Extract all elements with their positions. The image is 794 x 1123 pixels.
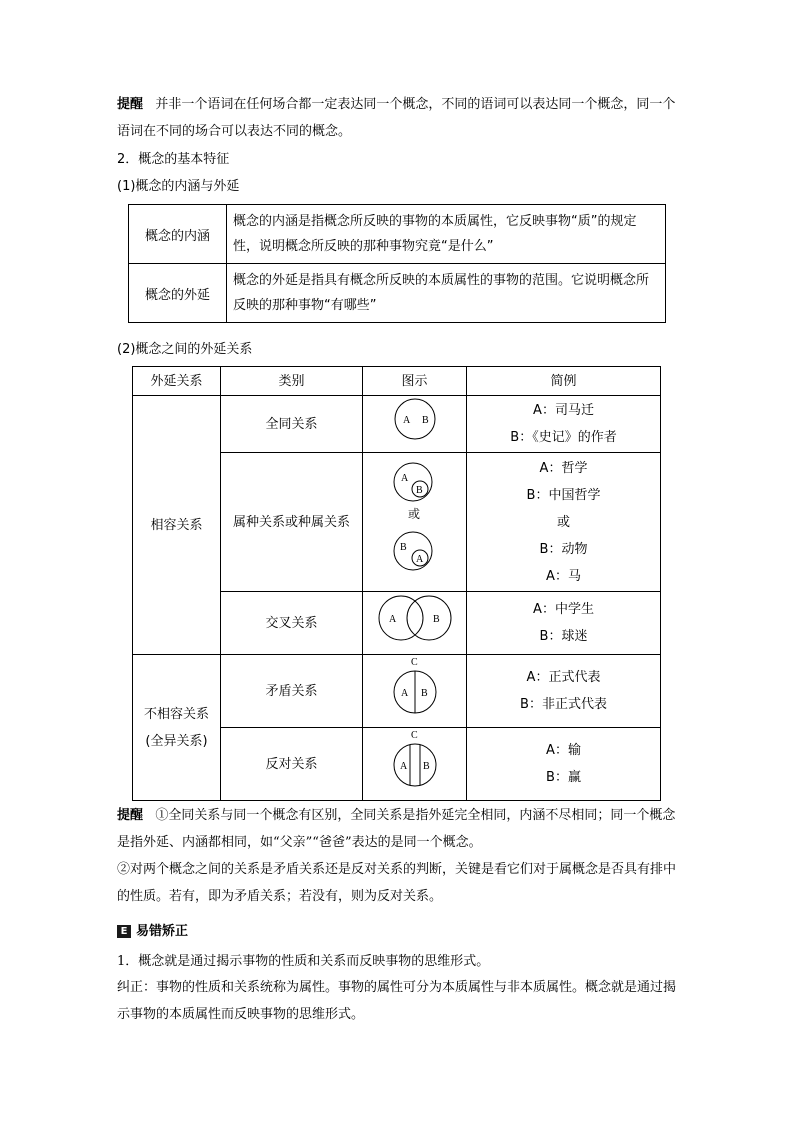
label-a: A [402,415,410,426]
category-cell: 反对关系 [221,728,363,801]
label-a: A [388,614,396,625]
extension-relations-table [132,366,661,801]
correction [117,974,677,1028]
example-line: A：输 [546,743,581,758]
note-2-p1: ①全同关系与同一个概念有区别，全同关系是指外延完全相同，内涵不尽相同；同一个概念是指外延、内涵都相同，如“父亲”“爸爸”表达的是同一个概念。 [117,808,676,850]
example-cell [467,453,661,592]
section-2-heading: 2．概念的基本特征 [117,152,230,167]
note-1-label: 提醒 [117,97,144,112]
group-incompatible [133,655,221,801]
circle-a [379,596,423,640]
circle-b [407,596,451,640]
circle-ab [395,399,435,439]
note-2 [117,802,677,856]
contrariety-diagram [390,728,440,790]
category-cell: 矛盾关系 [221,655,363,728]
example-line: B：非正式代表 [520,697,607,712]
note-1 [117,91,677,145]
label-b: B [421,415,429,426]
or-label: 或 [407,507,420,521]
example-cell [467,728,661,801]
label-b: B [415,485,423,496]
example-cell [467,396,661,453]
header-cell: 类别 [221,367,363,396]
label-b: B [420,688,428,699]
label-a: A [400,473,408,484]
example-line: B：赢 [546,770,581,785]
intension-extension-table [128,204,666,323]
label-b: B [432,614,440,625]
diagram-intersection [363,592,467,655]
error-section-title: 易错矫正 [136,924,189,939]
contradiction-diagram [390,655,440,717]
correction-label: 纠正： [117,980,157,995]
label-b: B [399,542,407,553]
example-cell [467,655,661,728]
table-row [129,264,666,323]
example-line: A：马 [546,568,581,584]
correction-text: 事物的性质和关系统称为属性。事物的属性可分为本质属性与非本质属性。概念就是通过揭示事物的本质属性而反映事物的思维形式。 [117,980,677,1022]
table-row [133,396,661,453]
label-c: C [410,657,418,668]
intersection-diagram [373,592,457,644]
term-cell: 概念的外延 [129,264,227,323]
term-cell: 概念的内涵 [129,205,227,264]
label-c: C [410,730,418,741]
example-line: B：《史记》的作者 [510,430,617,445]
header-cell: 简例 [467,367,661,396]
table-header-row [133,367,661,396]
header-cell: 图示 [363,367,467,396]
group-incompatible-line2: (全异关系) [145,733,208,749]
category-cell: 交叉关系 [221,592,363,655]
group-incompatible-line1: 不相容关系 [143,706,209,722]
group-compatible: 相容关系 [133,396,221,655]
genus-species-diagram [385,453,445,581]
diagram-genus-species [363,453,467,592]
identity-diagram [390,396,440,442]
category-cell: 属种关系或种属关系 [221,453,363,592]
note-2-label: 提醒 [117,808,144,823]
note-1-text: 并非一个语词在任何场合都一定表达同一个概念，不同的语词可以表达同一个概念，同一个语词在不同的场合可以表达不同的概念。 [117,97,676,139]
example-line: B：中国哲学 [526,487,601,503]
label-a: A [399,761,407,772]
example-line: 或 [556,514,570,530]
header-cell: 外延关系 [133,367,221,396]
diagram-contrariety [363,728,467,801]
desc-cell: 概念的内涵是指概念所反映的事物的本质属性，它反映事物“质”的规定性，说明概念所反映的那种事物究竟“是什么” [227,205,666,264]
example-line: A：中学生 [533,602,594,617]
diagram-contradiction [363,655,467,728]
example-line: B：动物 [539,541,588,557]
example-line: B：球迷 [539,629,588,644]
label-b: B [422,761,430,772]
desc-cell: 概念的外延是指具有概念所反映的本质属性的事物的范围。它说明概念所反映的那种事物“有哪些” [227,264,666,323]
example-line: A：司马迁 [533,403,594,418]
outer-circle-a [394,463,432,501]
sub-1-heading: (1)概念的内涵与外延 [117,179,240,194]
error-section-icon: E [117,925,131,938]
example-cell [467,592,661,655]
label-a: A [415,554,423,565]
example-line: A：正式代表 [526,670,601,685]
label-a: A [400,688,408,699]
sub-2-heading: (2)概念之间的外延关系 [117,342,253,357]
error-section-heading [117,918,677,945]
table-row [129,205,666,264]
table-row [133,655,661,728]
note-2-p2: ②对两个概念之间的关系是矛盾关系还是反对关系的判断，关键是看它们对于属概念是否具有排中的性质。若有，即为矛盾关系；若没有，则为反对关系。 [117,862,677,904]
example-line: A：哲学 [539,460,588,476]
error-item-1: 1．概念就是通过揭示事物的性质和关系而反映事物的思维形式。 [117,954,490,969]
diagram-identity [363,396,467,453]
category-cell: 全同关系 [221,396,363,453]
